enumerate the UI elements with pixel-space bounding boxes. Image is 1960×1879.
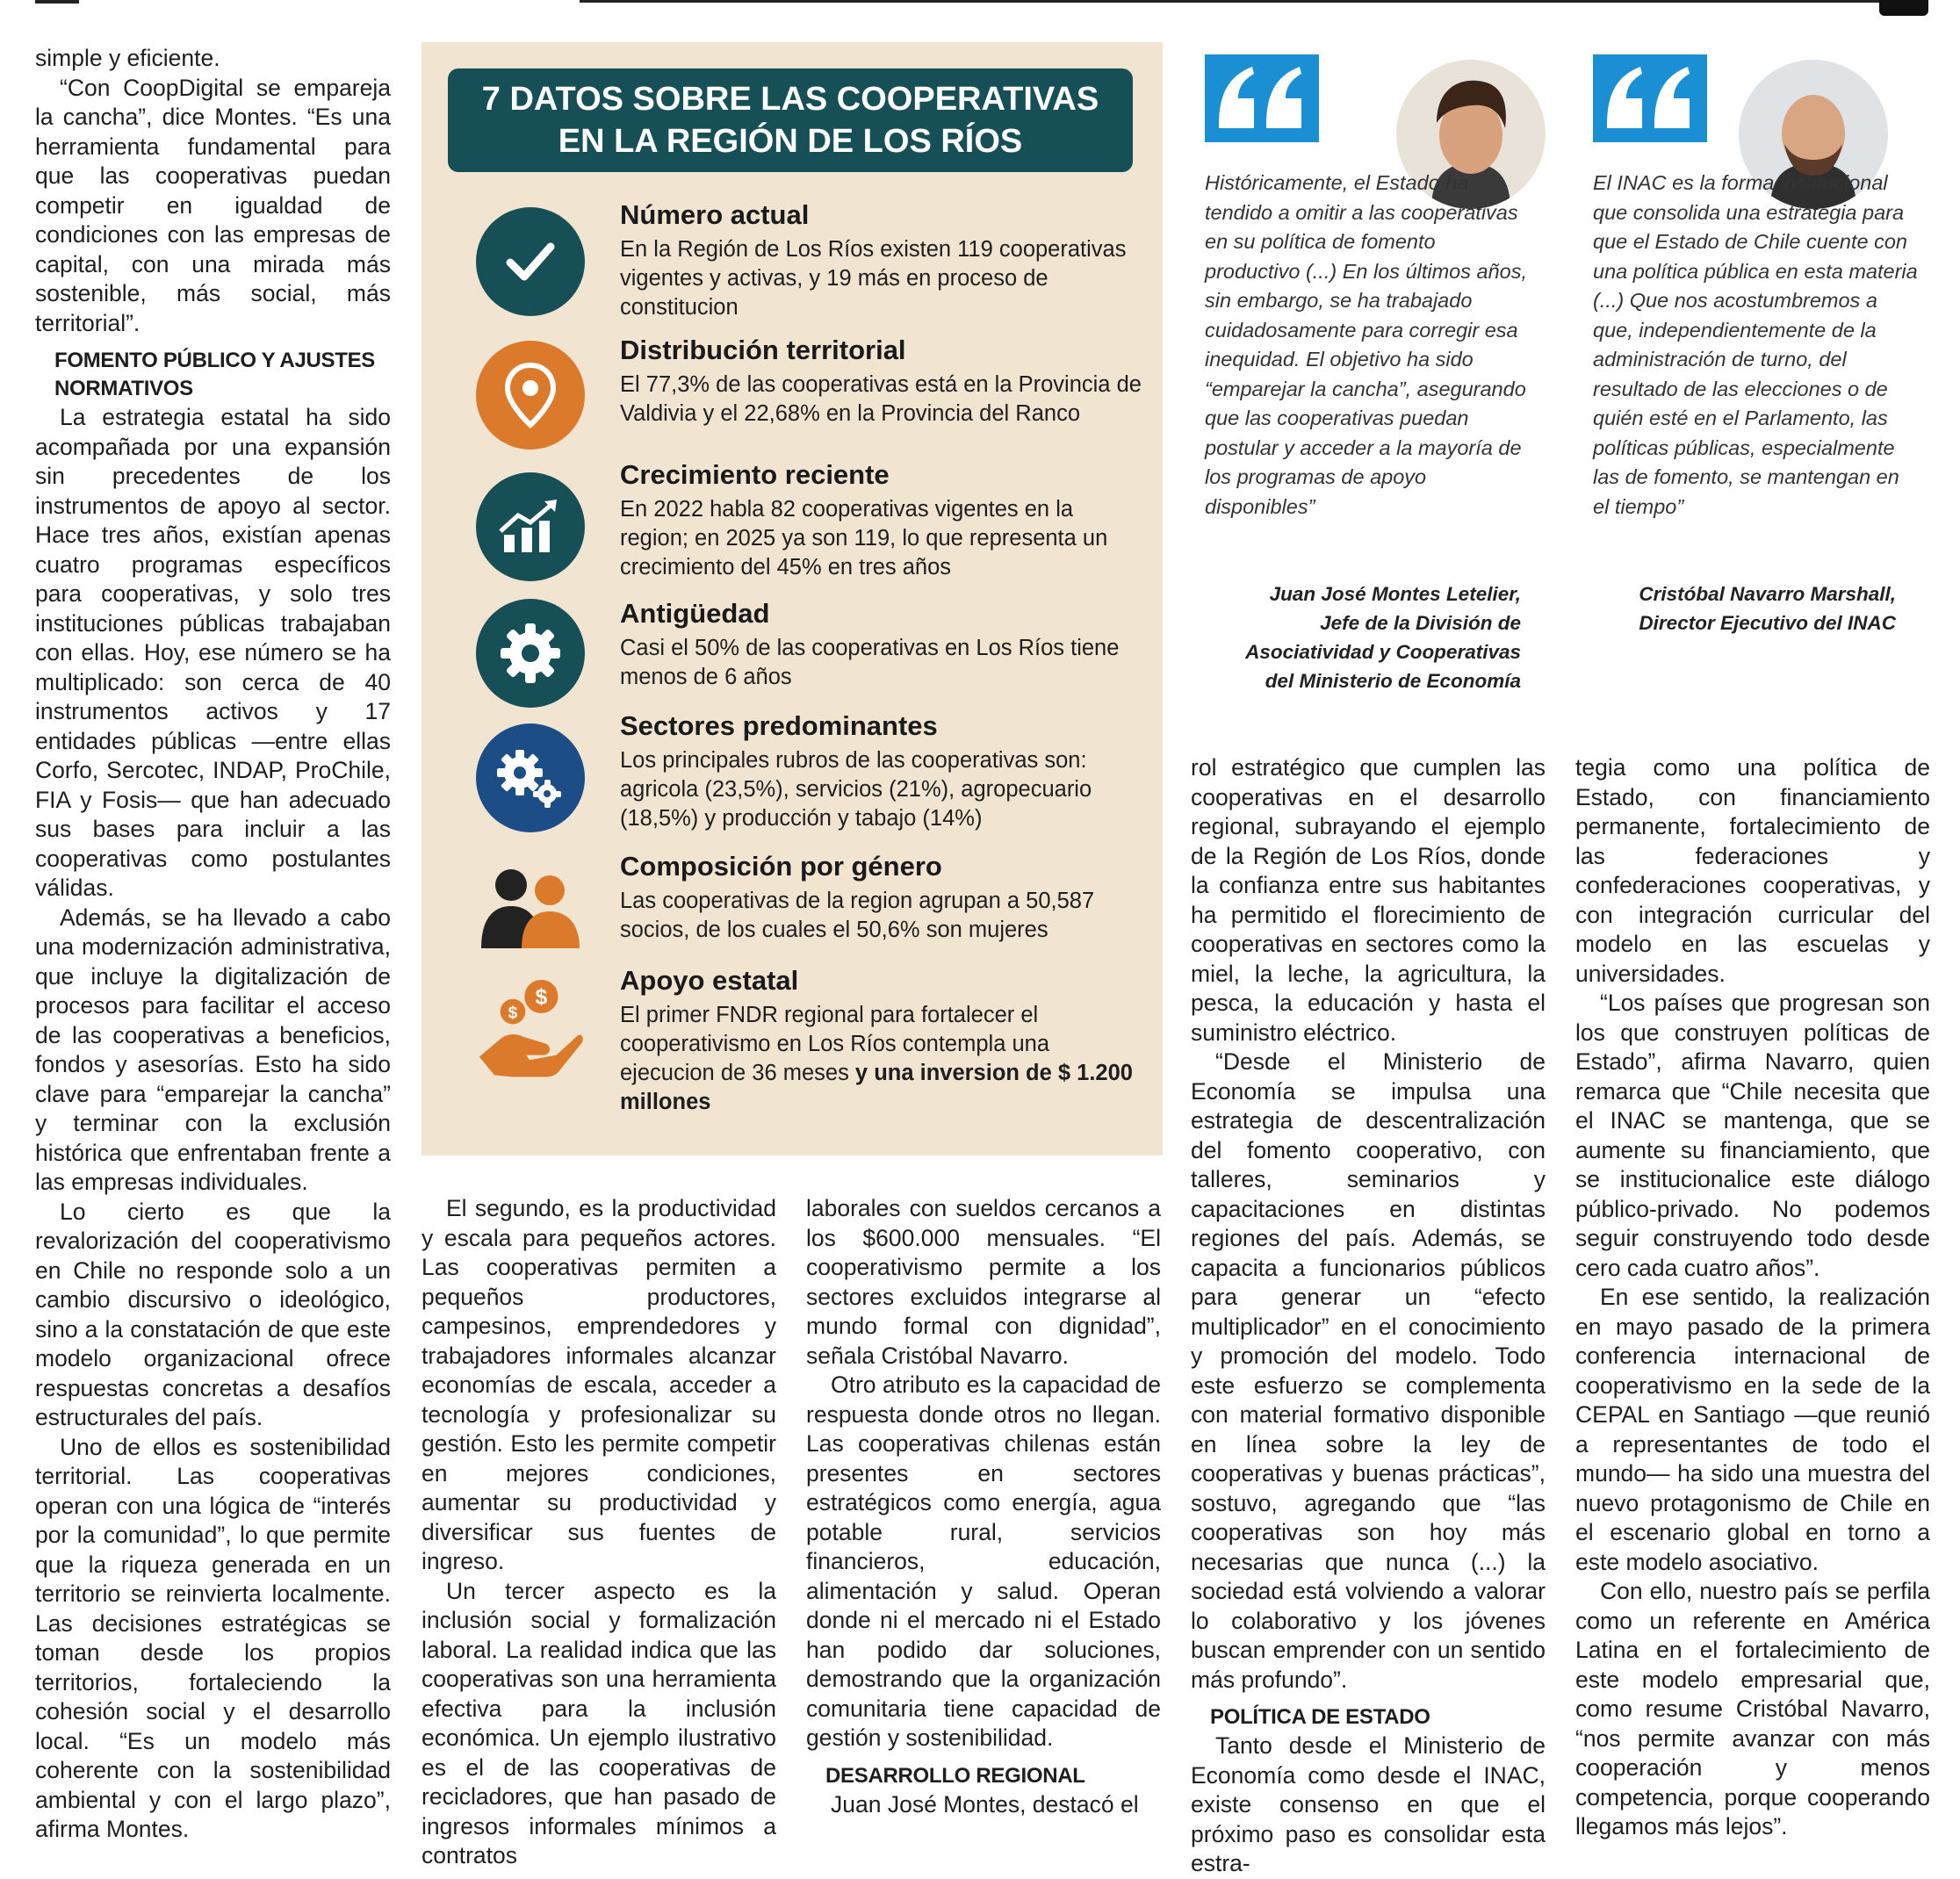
infobox-title-line-2: EN LA REGIÓN DE LOS RÍOS — [558, 123, 1023, 160]
article-column-4 — [1191, 753, 1546, 1879]
gears-icon — [476, 724, 585, 832]
section-heading: DESARROLLO REGIONAL — [825, 1763, 1085, 1788]
article-column-5 — [1575, 753, 1930, 1842]
paragraph: El segundo, es la productividad y escala para pequeños actores. Las cooperativas permiten a pequeños productores, campesinos, emprendedores y trabajadores informales alcanzar economías de escala, acceder a tecnología y profesionalizar su gestión. Esto les permite competir en mejores condiciones, aumentar su productividad y diversificar sus fuentes de ingreso. — [422, 1195, 776, 1574]
fact-body — [620, 1001, 1147, 1117]
section-heading: POLÍTICA DE ESTADO — [1210, 1705, 1430, 1729]
paragraph: “Desde el Ministerio de Economía se impulsa una estrategia de descentralización del fomento cooperativo, con talleres, seminarios y capacitaciones en distintas regiones del país. Además, se capacita a funcionarios públicos para generar un “efecto multiplicador” en el conocimiento y promoción del modelo. Todo este esfuerzo se complementa con material formativo disponible en línea sobre la ley de cooperativas y buenas prácticas”, sostuvo, agregando que “las cooperativas son hoy más necesarias que nunca (...) la sociedad está volviendo a valorar lo colaborativo y los jóvenes buscan emprender con un sentido más profundo”. — [1191, 1048, 1546, 1693]
paragraph: Con ello, nuestro país se perfila como un referente en América Latina en el fortalecimiento de este modelo empresarial que, como resume Cristóbal Navarro, “nos permite avanzar con más cooperación y menos competencia, porque cooperando llegamos más lejos”. — [1575, 1578, 1930, 1839]
fact-title: Composición por género — [620, 851, 942, 882]
quote-author-role: Jefe de la División de Asociatividad y Cooperativas del Ministerio de Economía — [1245, 612, 1521, 692]
paragraph: Lo cierto es que la revalorización del cooperativismo en Chile no responde solo a un cambio discursivo o ideológico, sino a la constatación de que este modelo organizacional ofrece respuestas concretas a desafíos estructurales del país. — [35, 1198, 391, 1430]
paragraph: “Los países que progresan son los que construyen políticas de Estado”, afirma Navarro, quien remarca que “Chile necesita que el INAC se mantenga, que se aumente su financiamiento, que se institucionalice este diálogo público-privado. No podemos seguir construyendo todo desde cero cada cuatro años”. — [1575, 990, 1930, 1281]
paragraph: Otro atributo es la capacidad de respuesta donde otros no llegan. Las cooperativas chilenas están presentes en sectores estratégicos como energía, agua potable rural, servicios financieros, educación, alimentación y salud. Operan donde ni el mercado ni el Estado han podido dar soluciones, demostrando que la organización comunitaria tiene capacidad de gestión y sostenibilidad. — [806, 1371, 1161, 1751]
article-column-3 — [806, 1194, 1161, 1819]
quote-mark-icon — [1205, 54, 1319, 142]
quote-text: El INAC es la forma institucional que consolida una estrategia para que el Estado de Chile cuente con una política pública en esta materia (...) Que nos acostumbremos a que, independientemente de la administración de turno, del resultado de las elecciones o de quién esté en el Parlamento, las políticas públicas, especialmente las de fomento, se mantengan en el tiempo” — [1593, 171, 1918, 518]
fact-title: Número actual — [620, 199, 810, 230]
top-rule — [0, 0, 1960, 5]
pull-quote-montes — [1205, 54, 1547, 695]
top-rule-right — [580, 0, 1879, 3]
paragraph: Además, se ha llevado a cabo una modernización administrativa, que incluye la digitalización de procesos para facilitar el acceso de las cooperativas a beneficios, fondos y asesorías. Esto ha sido clave para “emparejar la cancha” y terminar con la exclusión histórica que enfrentaban frente a las empresas individuales. — [35, 904, 391, 1195]
fact-body: Los principales rubros de las cooperativas son: agricola (23,5%), servicios (21%), agropecuario (18,5%) y producción y tabajo (14%) — [620, 748, 1092, 831]
paragraph: rol estratégico que cumplen las cooperativas en el desarrollo regional, subrayando el ejemplo de la Región de Los Ríos, donde la confianza entre sus habitantes ha permitido el florecimiento de cooperativas en sectores como la miel, la leche, la agricultura, la pesca, la educación y hasta el suministro eléctrico. — [1191, 754, 1546, 1046]
fact-body: El 77,3% de las cooperativas está en la Provincia de Valdivia y el 22,68% en la Provincia del Ranco — [620, 372, 1142, 426]
fact-title: Distribución territorial — [620, 335, 906, 365]
quote-author-name: Cristóbal Navarro Marshall, — [1639, 583, 1896, 605]
paragraph: La estrategia estatal ha sido acompañada por una expansión sin precedentes de los instrumentos de apoyo al sector. Hace tres años, existían apenas cuatro programas específicos para cooperativas, y solo tres instituciones públicas trabajaban con ellas. Hoy, ese número se ha multiplicado: son cerca de 40 instrumentos activos y 17 entidades públicas —entre ellas Corfo, Sercotec, INDAP, ProChile, FIA y Fosis— que han adecuado sus bases para incluir a las cooperativas como postulantes válidas. — [35, 404, 391, 901]
quote-author-name: Juan José Montes Letelier, — [1269, 583, 1521, 605]
fact-body: Las cooperativas de la region agrupan a 50,587 socios, de los cuales el 50,6% son mujeres — [620, 889, 1095, 942]
section-heading: FOMENTO PÚBLICO Y AJUSTES NORMATIVOS — [54, 349, 376, 400]
facts-infobox — [422, 42, 1163, 1155]
infobox-title — [448, 68, 1133, 172]
fact-title: Antigüedad — [620, 598, 770, 629]
people-icon — [476, 855, 585, 964]
fact-title: Apoyo estatal — [620, 965, 799, 996]
paragraph: Uno de ellos es sostenibilidad territorial. Las cooperativas operan con una lógica de “interés por la comunidad”, lo que permite que la riqueza generada en un territorio se reinvierta localmente. Las decisiones estratégicas se toman desde los propios territorios, fortaleciendo la cohesión social y el desarrollo local. “Es un modelo más coherente con la sostenibilidad ambiental y con el largo plazo”, afirma Montes. — [35, 1433, 391, 1842]
gear-icon — [476, 599, 585, 708]
paragraph: tegia como una política de Estado, con financiamiento permanente, fortalecimiento de las federaciones y confederaciones cooperativas, y con integración curricular del modelo en las escuelas y universidades. — [1575, 754, 1930, 987]
publication-logo — [1879, 0, 1928, 16]
quote-attribution — [1222, 580, 1521, 695]
fact-body: Casi el 50% de las cooperativas en Los Ríos tiene menos de 6 años — [620, 636, 1120, 689]
paragraph: Un tercer aspecto es la inclusión social y formalización laboral. La realidad indica que las cooperativas son una herramienta efectiva para la inclusión económica. Un ejemplo ilustrativo es el de las cooperativas de recicladores, que han pasado de ingresos informales mínimos a contratos — [422, 1577, 776, 1868]
fact-body: En 2022 habla 82 cooperativas vigentes en la region; en 2025 ya son 119, lo que representa un crecimiento del 45% en tres años — [620, 497, 1108, 580]
growth-chart-icon — [476, 472, 585, 581]
fact-title: Crecimiento reciente — [620, 459, 890, 490]
quote-author-role: Director Ejecutivo del INAC — [1639, 612, 1896, 634]
svg-text:$: $ — [508, 1004, 518, 1023]
quote-attribution — [1593, 580, 1896, 637]
quote-text: Históricamente, el Estado ha tendido a omitir a las cooperativas en su política de fomento productivo (...) En los últimos años, sin embargo, se ha trabajado cuidadosamente para corregir esa inequidad. El objetivo ha sido “emparejar la cancha”, asegurando que las cooperativas puedan postular y acceder a la mayoría de los programas de apoyo disponibles” — [1205, 171, 1528, 518]
paragraph: En ese sentido, la realización en mayo pasado de la primera conferencia internacional de cooperativismo en la sede de la CEPAL en Santiago —que reunió a representantes de todo el mundo— ha sido una muestra del nuevo protagonismo de Chile en el escenario global en torno a este modelo asociativo. — [1575, 1284, 1930, 1575]
location-pin-icon — [476, 341, 585, 450]
checkmark-icon — [476, 207, 585, 316]
fact-body-emphasis: y una inversion de $ 1.200 millones — [620, 1061, 1133, 1114]
hand-money-icon — [476, 976, 585, 1085]
article-column-1 — [35, 44, 391, 1845]
paragraph: Juan José Montes, destacó el — [831, 1790, 1139, 1818]
infobox-title-line-1: 7 DATOS SOBRE LAS COOPERATIVAS — [481, 81, 1099, 118]
fact-title: Sectores predominantes — [620, 710, 938, 741]
svg-text:$: $ — [535, 985, 548, 1010]
article-column-2 — [422, 1194, 776, 1871]
fact-body: En la Región de Los Ríos existen 119 cooperativas vigentes y activas, y 19 más en proceso de constitucion — [620, 237, 1127, 320]
paragraph: laborales con sueldos cercanos a los $600.000 mensuales. “El cooperativismo permite a los sectores excluidos integrarse al mundo formal con dignidad”, señala Cristóbal Navarro. — [806, 1195, 1161, 1369]
pull-quote-navarro — [1593, 54, 1935, 669]
paragraph: Tanto desde el Ministerio de Economía como desde el INAC, existe consenso en que el próximo paso es consolidar esta estra- — [1191, 1732, 1546, 1876]
fact-body-text: El primer FNDR regional para fortalecer el cooperativismo en Los Ríos contempla una ejecucion de 36 meses — [620, 1003, 1050, 1085]
quote-mark-icon — [1593, 54, 1707, 142]
paragraph: “Con CoopDigital se empareja la cancha”, dice Montes. “Es una herramienta fundamental para que las cooperativas puedan competir en igualdad de condiciones con las empresas de capital, con una mirada más sostenible, más social, más territorial”. — [35, 74, 391, 336]
top-rule-left — [35, 0, 79, 4]
paragraph: simple y eficiente. — [35, 45, 220, 71]
